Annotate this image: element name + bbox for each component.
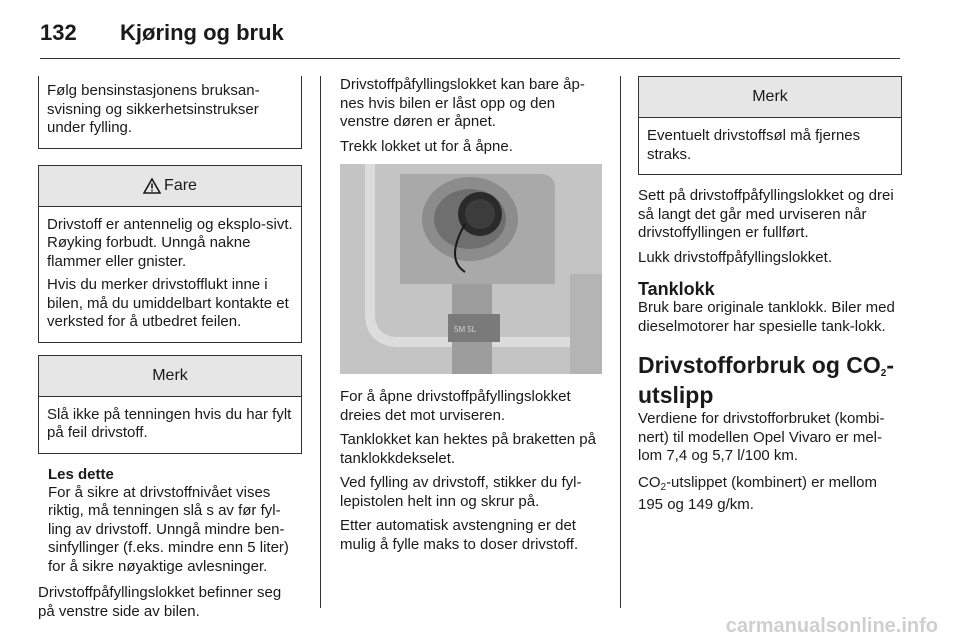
- note-box: [38, 355, 302, 454]
- col2-paragraph-2: Trekk lokket ut for å åpne.: [340, 137, 513, 155]
- note-box-title: Merk: [152, 366, 188, 384]
- col2-paragraph-5: Ved fylling av drivstoff, stikker du fyl-lepistolen helt inn og skrur på.: [340, 474, 582, 510]
- page-number: 132: [40, 20, 77, 45]
- chapter-title: Kjøring og bruk: [120, 20, 284, 45]
- column-1: [38, 76, 302, 621]
- read-this-label: Les dette: [48, 465, 114, 483]
- co2-subscript: 2: [660, 481, 667, 493]
- col2-paragraph-1: Drivstoffpåfyllingslokket kan bare åp-nes hvis bilen er låst opp og den venstre døren er åpnet.: [340, 76, 585, 130]
- danger-text-1: Drivstoff er antennelig og eksplo-sivt. Røyking forbudt. Unngå nakne flammer eller gnister.: [47, 215, 293, 270]
- note-box-body: [39, 397, 301, 453]
- note-box-2: [638, 76, 902, 175]
- col2-paragraph-6: Etter automatisk avstengning er det mulig å fylle maks to doser drivstoff.: [340, 517, 579, 553]
- warning-triangle-icon: [143, 178, 161, 194]
- tank-cap-heading: Tanklokk: [638, 279, 715, 299]
- consumption-heading-line-2: utslipp: [638, 382, 714, 408]
- danger-box: [38, 165, 302, 343]
- intro-text: Følg bensinstasjonens bruksan-svisning og sikkerhetsinstrukser under fylling.: [47, 82, 260, 136]
- co2-text: [638, 472, 902, 516]
- consumption-heading-subscript: 2: [880, 368, 887, 379]
- danger-box-title: Fare: [164, 176, 197, 194]
- consumption-heading-part-a: Drivstofforbruk og CO: [638, 352, 881, 378]
- note-box-header: [39, 356, 301, 397]
- col2-paragraph-4: Tanklokket kan hektes på braketten på tanklokkdekselet.: [340, 431, 596, 467]
- column-divider-1: [320, 76, 321, 608]
- photo-label: 5M 5L: [454, 325, 477, 334]
- note-box-2-body: [639, 118, 901, 174]
- col3-paragraph-1: Sett på drivstoffpåfyllingslokket og drei så langt det går med urviseren når drivstoffyllingen er fullført.: [638, 187, 894, 241]
- co2-suffix: -utslippet (kombinert) er mellom 195 og 149 g/km.: [638, 473, 877, 513]
- note-2-text: Eventuelt drivstoffsøl må fjernes straks.: [647, 127, 861, 163]
- note-box-2-title: Merk: [752, 88, 788, 105]
- danger-text-2: Hvis du merker drivstofflukt inne i bilen, må du umiddelbart kontakte et verksted for å utbedret feilen.: [47, 276, 289, 330]
- danger-box-header: [39, 166, 301, 207]
- note-text: Slå ikke på tenningen hvis du har fylt på feil drivstoff.: [47, 405, 292, 441]
- intro-box: [38, 76, 302, 149]
- tank-cap-text: Bruk bare originale tanklokk. Biler med dieselmotorer har spesielle tank-lokk.: [638, 299, 895, 335]
- read-this-text: For å sikre at drivstoffnivået vises riktig, må tenningen slå s av før fyl-ling av drivstoff. Unngå mindre ben-sinfyllinger (f.eks. mindre enn 5 liter) for å sikre nøyaktige avlesninger.: [48, 483, 289, 575]
- column-divider-2: [620, 76, 621, 608]
- note-box-2-header: [639, 77, 901, 118]
- header-rule: [40, 58, 900, 59]
- consumption-heading: [638, 350, 902, 380]
- fuel-cap-photo: [340, 164, 602, 374]
- column-2: [340, 76, 602, 554]
- danger-box-body: [39, 207, 301, 342]
- co2-prefix: CO: [638, 473, 661, 491]
- consumption-text: Verdiene for drivstofforbruket (kombi-nert) til modellen Opel Vivaro er mel-lom 7,4 og 5,7 l/100 km.: [638, 410, 885, 464]
- read-this-notice: [38, 466, 302, 577]
- col3-paragraph-2: Lukk drivstoffpåfyllingslokket.: [638, 248, 832, 266]
- column-3: [638, 76, 902, 516]
- col2-paragraph-3: For å åpne drivstoffpåfyllingslokket dreies det mot urviseren.: [340, 388, 571, 424]
- consumption-heading-part-b: -: [886, 352, 895, 378]
- filler-location-text: Drivstoffpåfyllingslokket befinner seg på venstre side av bilen.: [38, 584, 282, 620]
- fuel-filler-illustration: [340, 164, 602, 374]
- page-header: [40, 16, 900, 60]
- watermark: carmanualsonline.info: [725, 615, 938, 637]
